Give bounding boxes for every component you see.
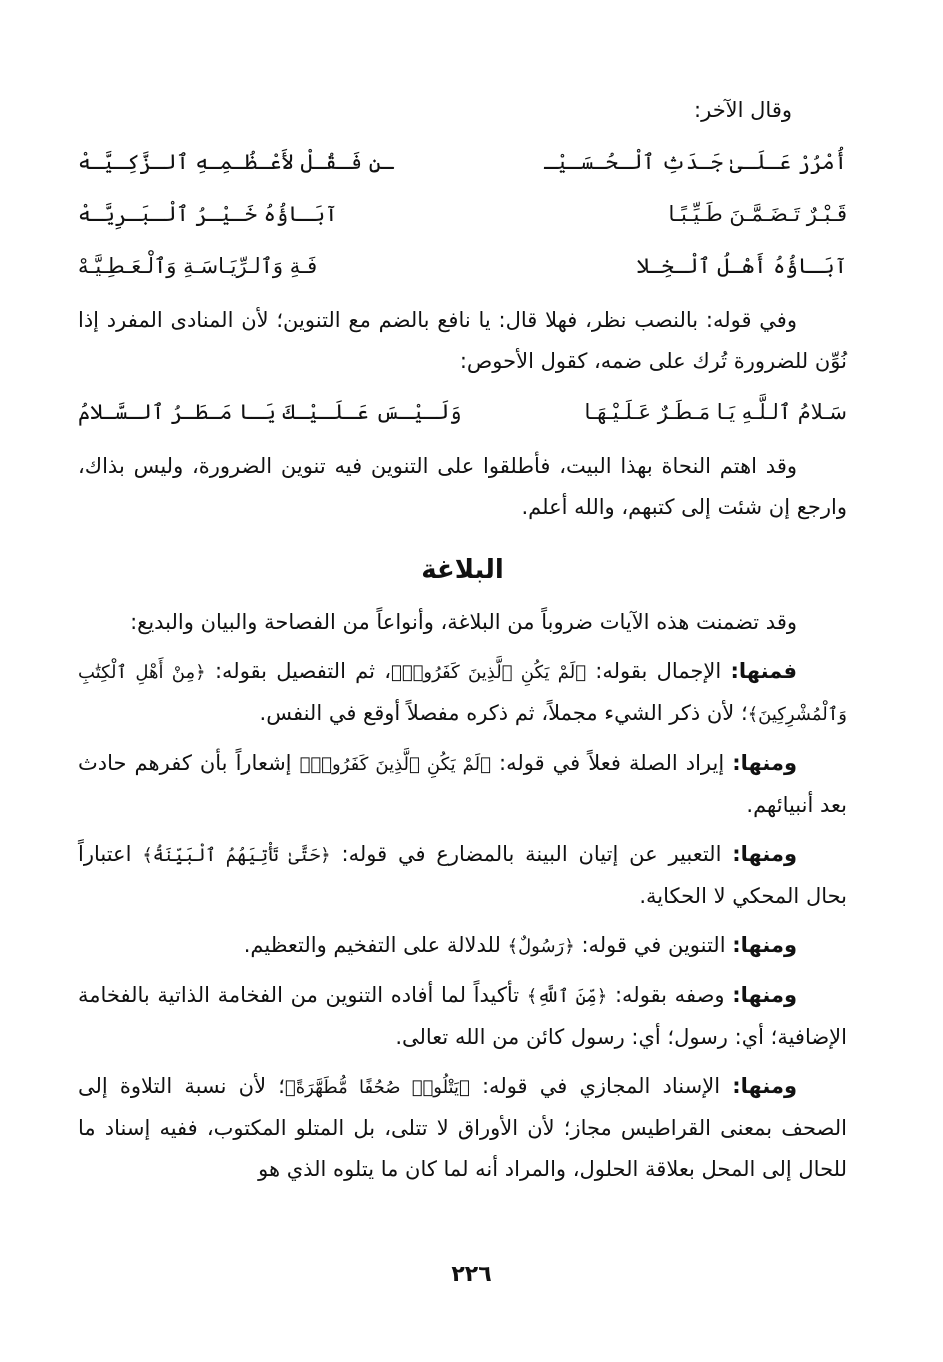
item-lead: ومنها:	[732, 983, 797, 1007]
page-number: ٢٢٦	[451, 1262, 492, 1287]
item-text: تأكيداً لما أفاده التنوين من الفخامة الذاتية بالفخامة الإضافية؛ أي: رسول؛ أي: رسول كائن من الله تعالى.	[78, 983, 847, 1049]
item-text: التعبير عن إتيان البينة بالمضارع في قوله:	[330, 842, 733, 866]
rhetoric-items	[78, 651, 847, 1190]
item-lead: ومنها:	[732, 1074, 797, 1098]
item-lead: ومنها:	[732, 751, 798, 775]
rhetoric-item	[78, 925, 847, 967]
quran-quote: ﴿لَمْ يَكُنِ ٱلَّذِينَ كَفَرُوا۟﴾	[391, 662, 587, 683]
verse-first-half: أُمْرُرْ عَـلَـىٰ جَـدَثِ ٱلْـحُـسَـيْـ	[543, 150, 847, 174]
verse-second-half: وَلَـيْـسَ عَـلَـيْـكَ يَـا مَـطَـرُ ٱلـسَّـلامُ	[78, 400, 462, 424]
item-text: للدلالة على التفخيم والتعظيم.	[243, 933, 508, 957]
verse-first-half: آبَـاؤُهُ أَهْـلُ ٱلْـخِـلا	[636, 254, 847, 278]
item-text: ، ثم التفصيل بقوله:	[205, 659, 392, 683]
item-lead: ومنها:	[732, 842, 797, 866]
item-text: ؛ لأن ذكر الشيء مجملاً، ثم ذكره مفصلاً أوقع في النفس.	[259, 701, 748, 725]
quran-quote: ﴿لَمْ يَكُنِ ٱلَّذِينَ كَفَرُوا۟﴾	[299, 754, 491, 775]
rhetoric-item	[78, 1066, 847, 1190]
item-text: إيراد الصلة فعلاً في قوله:	[490, 751, 733, 775]
quran-quote: ﴿مِّنَ ٱللَّهِ﴾	[526, 986, 608, 1007]
verse-second-half: آبَـاؤُهُ خَـيْـرُ ٱلْـبَـرِيَّـهْ	[78, 202, 338, 226]
item-text: وصفه بقوله:	[607, 983, 733, 1007]
rhetoric-item	[78, 975, 847, 1058]
item-text: ؛ لأن نسبة التلاوة إلى الصحف بمعنى القراطيس مجاز؛ لأن الأوراق لا تتلى، بل المتلو المكتوب، ففيه إسناد ما للحال إلى المحل بعلاقة الحلول، والمراد أنه لما كان ما يتلوه الذي هو	[78, 1074, 847, 1181]
rhetoric-item	[78, 743, 847, 826]
verse-line-al-ahwas	[78, 386, 847, 438]
item-text: الإسناد المجازي في قوله:	[469, 1074, 733, 1098]
quran-quote: ﴿يَتْلُوا۟ صُحُفًا مُّطَهَّرَةً﴾	[284, 1077, 470, 1098]
poem-block-1	[78, 136, 847, 292]
verse-line	[78, 240, 847, 292]
verse-line	[78, 188, 847, 240]
paragraph: وفي قوله: بالنصب نظر، فهلا قال: يا نافع بالضم مع التنوين؛ لأن المنادى المفرد إذا نُوِّن للضرورة تُرك على ضمه، كقول الأحوص:	[78, 308, 847, 373]
paragraph: وقد اهتم النحاة بهذا البيت، فأطلقوا على التنوين فيه تنوين الضرورة، وليس بذاك، وارجع إن شئت إلى كتبهم، والله أعلم.	[78, 454, 847, 519]
item-text: إشعاراً بأن كفرهم حادث بعد أنبيائهم.	[78, 751, 847, 817]
verse-first-half: قَـبْـرٌ تَـضَـمَّـنَ طَـيِّـبًـا	[668, 202, 847, 226]
paragraph: وقد تضمنت هذه الآيات ضروباً من البلاغة، وأنواعاً من الفصاحة والبيان والبديع:	[130, 610, 797, 634]
verse-first-half: سَـلامُ ٱلـلَّـهِ يَـا مَـطَـرٌ عَـلَـيْـهَـا	[584, 400, 847, 424]
intro-label: وقال الآخر:	[694, 98, 792, 122]
item-lead: ومنها:	[732, 933, 797, 957]
rhetoric-item	[78, 834, 847, 917]
quran-quote: ﴿رَسُولٌ﴾	[507, 936, 575, 957]
quran-quote: ﴿مِنْ أَهْلِ ٱلْكِتَٰبِ وَٱلْمُشْرِكِينَ﴾	[78, 662, 847, 725]
verse-line	[78, 136, 847, 188]
item-text: التنوين في قوله:	[574, 933, 733, 957]
section-heading: البلاغة	[421, 555, 504, 585]
item-lead: فمنها:	[730, 659, 797, 683]
item-text: الإجمال بقوله:	[586, 659, 731, 683]
item-text: اعتباراً بحال المحكي لا الحكاية.	[78, 842, 847, 908]
verse-second-half: ـنِ فَـقُـلْ لأَعْـظُـمِـهِ ٱلـزَّكِـيَّـهْ	[78, 150, 394, 174]
quran-quote: ﴿حَتَّىٰ تَأْتِيَهُمُ ٱلْبَيِّنَةُ﴾	[142, 845, 331, 866]
rhetoric-item	[78, 651, 847, 735]
verse-second-half: فَـةِ وَٱلـرِّيَـاسَـةِ وَٱلْـعَـطِـيَّـهْ	[78, 254, 318, 278]
